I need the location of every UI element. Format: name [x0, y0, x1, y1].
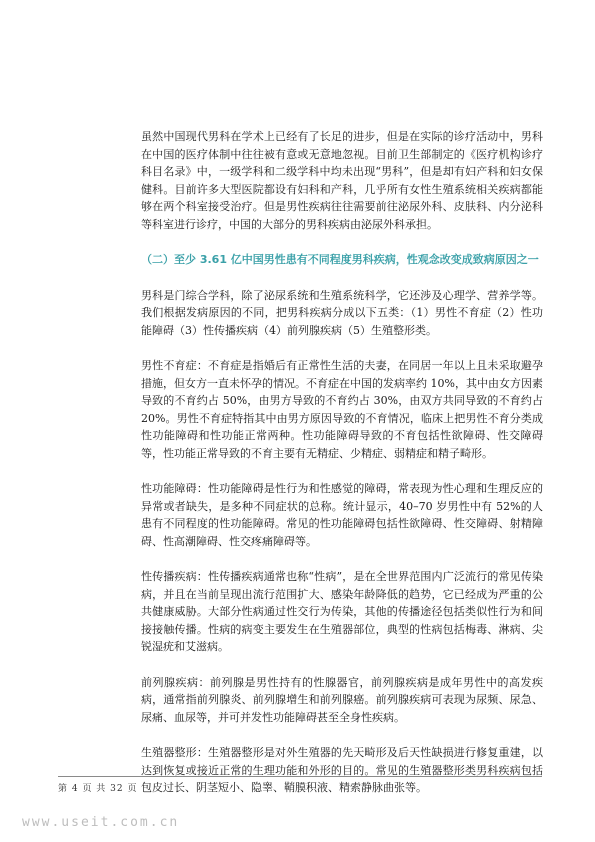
- section-heading: （二）至少 3.61 亿中国男性患有不同程度男科疾病，性观念改变成致病原因之一: [141, 253, 539, 266]
- paragraph-infertility: 男性不育症：不育症是指婚后有正常性生活的夫妻，在同居一年以上且未采取避孕措施，但女方一直未怀孕的情况。不育症在中国的发病率约 10%，其中由女方因素导致的不育约占 50%，由男方导致的不育约占 30%，由双方共同导致的不育约占 20%。男性不育症特指其中由男方原因导致的不育情况，临床上把男性不育分类成性功能障碍和性功能正常两种。性功能障碍导致的不育包括性欲障碍、性交障碍等，性功能正常导致的不育主要有无精症、少精症、弱精症和精子畸形。: [141, 359, 543, 460]
- footer-divider: [58, 776, 542, 777]
- page-number: 第 4 页 共 32 页: [58, 784, 138, 794]
- watermark: www.useit.com.cn: [22, 815, 180, 830]
- paragraph-intro: 虽然中国现代男科在学术上已经有了长足的进步，但是在实际的诊疗活动中，男科在中国的医疗体制中往往被有意或无意地忽视。目前卫生部制定的《医疗机构诊疗科目名录》中，一级学科和二级学科中均未出现“男科”，但是却有妇产科和妇女保健科。目前许多大型医院都设有妇科和产科，几乎所有女性生殖系统相关疾病都能够在两个科室接受治疗。但是男性疾病往往需要前往泌尿外科、皮肤科、内分泌科等科室进行诊疗，中国的大部分的男科疾病由泌尿外科承担。: [141, 130, 543, 231]
- paragraph-std: 性传播疾病：性传播疾病通常也称“性病”，是在全世界范围内广泛流行的常见传染病，并且在当前呈现出流行范围扩大、感染年龄降低的趋势，它已经成为严重的公共健康威胁。大部分性病通过性交行为传染，其他的传播途径包括类似性行为和间接接触传播。性病的病变主要发生在生殖器部位，典型的性病包括梅毒、淋病、尖锐湿疣和艾滋病。: [141, 570, 543, 653]
- page-content: [141, 128, 543, 815]
- paragraph-classification: 男科是门综合学科，除了泌尿系统和生殖系统科学，它还涉及心理学、营养学等。我们根据发病原因的不同，把男科疾病分成以下五类：（1）男性不育症（2）性功能障碍（3）性传播疾病（4）前列腺疾病（5）生殖整形类。: [141, 288, 543, 337]
- paragraph-genital-plastic: 生殖器整形：生殖器整形是对外生殖器的先天畸形及后天性缺损进行修复重建，以达到恢复或接近正常的生理功能和外形的目的。常见的生殖器整形类男科疾病包括包皮过长、阴茎短小、隐睾、鞘膜积液、精索静脉曲张等。: [141, 746, 543, 794]
- paragraph-sexual-dysfunction: 性功能障碍：性功能障碍是性行为和性感觉的障碍，常表现为性心理和生理反应的异常或者缺失，是多种不同症状的总称。统计显示，40–70 岁男性中有 52%的人患有不同程度的性功能障碍。常见的性功能障碍包括性欲障碍、性交障碍、射精障碍、性高潮障碍、性交疼痛障碍等。: [141, 482, 543, 548]
- paragraph-prostate: 前列腺疾病：前列腺是男性持有的性腺器官，前列腺疾病是成年男性中的高发疾病，通常指前列腺炎、前列腺增生和前列腺癌。前列腺疾病可表现为尿频、尿急、尿痛、血尿等，并可并发性功能障碍甚至全身性疾病。: [141, 675, 543, 724]
